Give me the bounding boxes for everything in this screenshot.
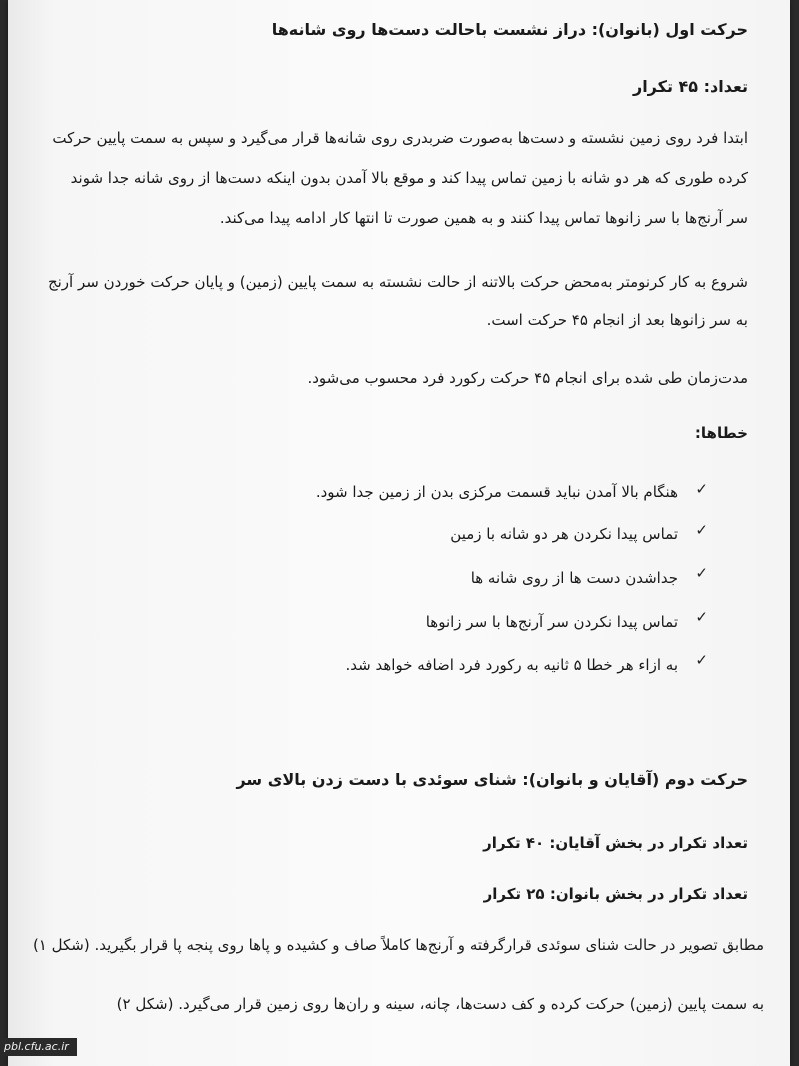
section1-paragraph2-line2: به سر زانوها بعد از انجام ۴۵ حرکت است. xyxy=(486,311,748,329)
error-item-2: تماس پیدا نکردن هر دو شانه با زمین xyxy=(450,525,678,543)
check-icon: ✓ xyxy=(695,608,708,626)
error-item-3: جداشدن دست ها از روی شانه ها xyxy=(470,569,678,587)
section1-paragraph2-line1: شروع به کار کرنومتر به‌محض حرکت بالاتنه از حالت نشسته به سمت پایین (زمین) و پایان حرکت خوردن سر آرنج xyxy=(47,273,748,291)
section2-title: حرکت دوم (آقایان و بانوان): شنای سوئدی با دست زدن بالای سر xyxy=(236,770,748,789)
section2-paragraph2: به سمت پایین (زمین) حرکت کرده و کف دست‌ها، چانه، سینه و ران‌ها روی زمین قرار می‌گیرد. (شکل ۲) xyxy=(116,995,764,1013)
site-watermark: pbl.cfu.ac.ir xyxy=(0,1038,77,1056)
section1-count: تعداد: ۴۵ تکرار xyxy=(632,77,748,96)
error-item-4: تماس پیدا نکردن سر آرنج‌ها با سر زانوها xyxy=(425,613,678,631)
section2-count-women: تعداد تکرار در بخش بانوان: ۲۵ تکرار xyxy=(483,885,748,903)
section2-paragraph1: مطابق تصویر در حالت شنای سوئدی قرارگرفته و آرنج‌ها کاملاً صاف و کشیده و پاها روی پنجه پا قرار بگیرید. (شکل ۱) xyxy=(32,936,764,954)
document-page xyxy=(8,0,790,1066)
check-icon: ✓ xyxy=(695,521,708,539)
check-icon: ✓ xyxy=(695,564,708,582)
error-item-1: هنگام بالا آمدن نباید قسمت مرکزی بدن از زمین جدا شود. xyxy=(315,483,678,501)
section1-paragraph3: مدت‌زمان طی شده برای انجام ۴۵ حرکت رکورد فرد محسوب می‌شود. xyxy=(307,369,748,387)
section1-paragraph1-line2: کرده طوری که هر دو شانه با زمین تماس پیدا کند و موقع بالا آمدن بدون اینکه دست‌ها از روی شانه جدا شوند xyxy=(70,169,748,187)
check-icon: ✓ xyxy=(695,651,708,669)
section1-paragraph1-line3: سر آرنج‌ها با سر زانوها تماس پیدا کنند و به همین صورت تا انتها کار ادامه پیدا می‌کند. xyxy=(219,209,748,227)
section1-paragraph1-line1: ابتدا فرد روی زمین نشسته و دست‌ها به‌صورت ضربدری روی شانه‌ها قرار می‌گیرد و سپس به سمت پایین حرکت xyxy=(52,129,748,147)
error-item-5: به ازاء هر خطا ۵ ثانیه به رکورد فرد اضافه خواهد شد. xyxy=(345,656,678,674)
check-icon: ✓ xyxy=(695,480,708,498)
errors-title: خطاها: xyxy=(694,424,748,442)
section2-count-men: تعداد تکرار در بخش آقایان: ۴۰ تکرار xyxy=(483,834,748,852)
section1-title: حرکت اول (بانوان): دراز نشست باحالت دست‌ها روی شانه‌ها xyxy=(271,20,748,39)
